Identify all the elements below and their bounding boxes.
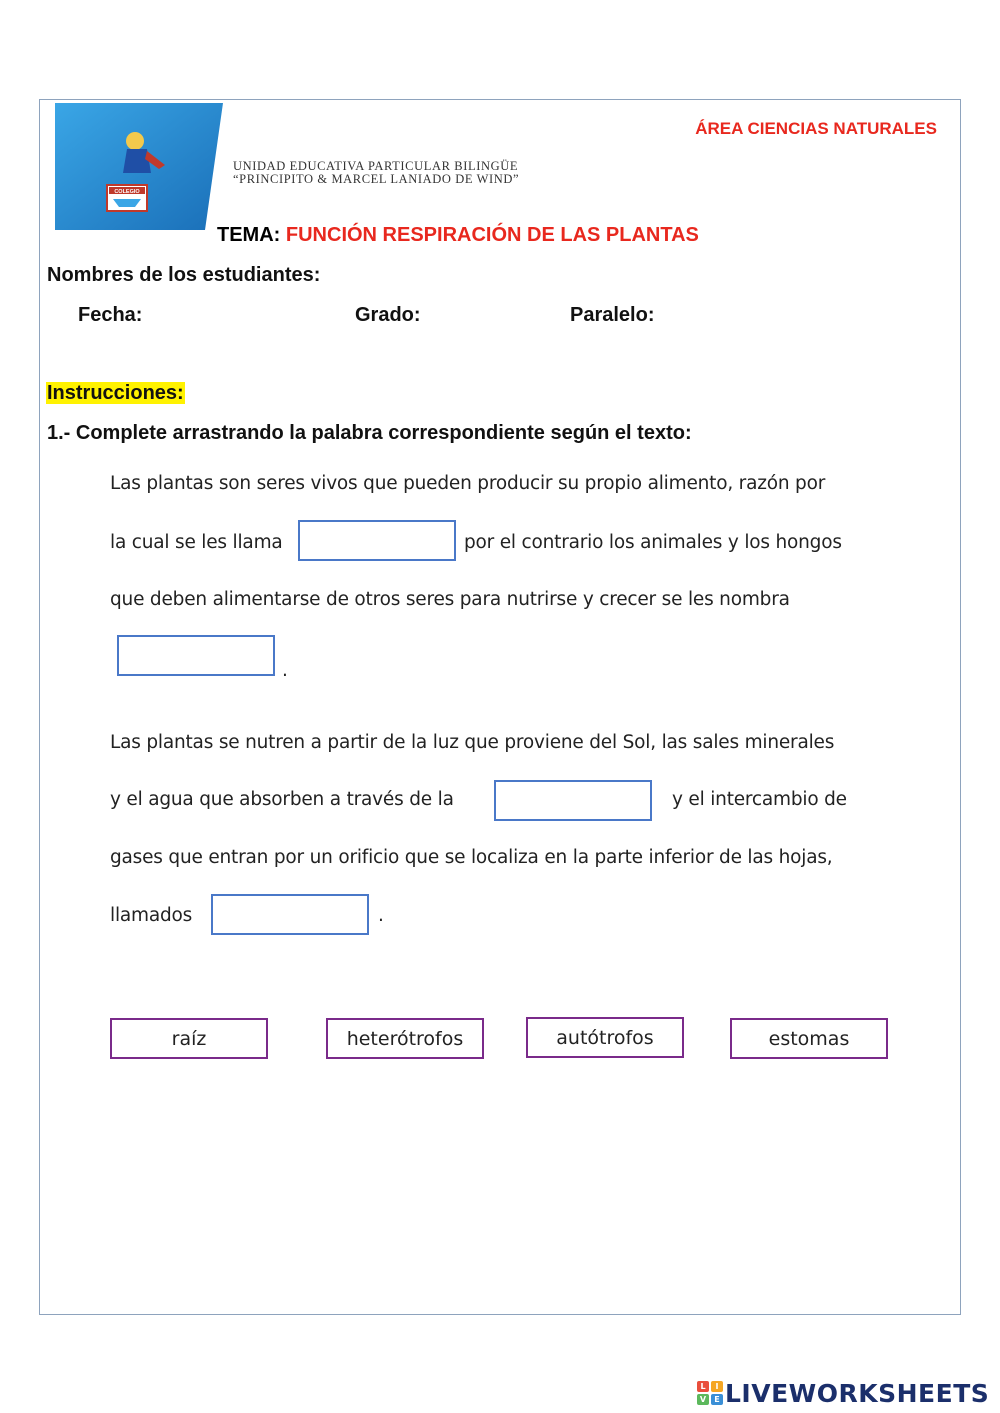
school-logo — [55, 103, 223, 230]
topic-value: FUNCIÓN RESPIRACIÓN DE LAS PLANTAS — [285, 224, 699, 246]
passage-line: y el agua que absorben a través de la — [110, 789, 454, 810]
date-label: Fecha: — [78, 304, 143, 326]
passage-line: llamados — [110, 905, 193, 926]
svg-text:COLEGIO: COLEGIO — [114, 189, 140, 195]
drop-zone-4[interactable] — [211, 894, 369, 935]
word-chip-estomas[interactable]: estomas — [730, 1018, 888, 1059]
passage-line: gases que entran por un orificio que se localiza en la parte inferior de las hojas, — [110, 847, 833, 868]
students-label: Nombres de los estudiantes: — [47, 264, 321, 286]
section-label: Paralelo: — [570, 304, 655, 326]
school-name-line2: “PRINCIPITO & MARCEL LANIADO DE WIND” — [233, 172, 520, 186]
topic-title — [217, 224, 699, 247]
brand-text: LIVEWORKSHEETS — [725, 1378, 990, 1408]
liveworksheets-brand — [697, 1378, 989, 1408]
subject-area: ÁREA CIENCIAS NATURALES — [695, 119, 937, 138]
passage-line: la cual se les llama — [110, 532, 283, 553]
word-chip-raiz[interactable]: raíz — [110, 1018, 268, 1059]
period: . — [282, 660, 288, 681]
school-name-line1: UNIDAD EDUCATIVA PARTICULAR BILINGÜE — [233, 159, 519, 173]
drop-zone-1[interactable] — [298, 520, 456, 561]
instructions-heading: Instrucciones: — [47, 382, 184, 404]
word-chip-heterotrofos[interactable]: heterótrofos — [326, 1018, 484, 1059]
passage-line: Las plantas se nutren a partir de la luz que proviene del Sol, las sales minerales — [110, 732, 835, 753]
question-text: 1.- Complete arrastrando la palabra correspondiente según el texto: — [47, 422, 692, 444]
drop-zone-2[interactable] — [117, 635, 275, 676]
passage-line: por el contrario los animales y los hongos — [464, 532, 842, 553]
passage-line: que deben alimentarse de otros seres para nutrirse y crecer se les nombra — [110, 589, 790, 610]
passage-line: y el intercambio de — [672, 789, 847, 810]
passage-line: Las plantas son seres vivos que pueden producir su propio alimento, razón por — [110, 473, 826, 494]
drop-zone-3[interactable] — [494, 780, 652, 821]
brand-logo-icon: L I V E — [697, 1381, 723, 1405]
period: . — [378, 905, 384, 926]
word-chip-autotrofos[interactable]: autótrofos — [526, 1017, 684, 1058]
school-name — [233, 160, 519, 186]
grade-label: Grado: — [355, 304, 421, 326]
topic-label: TEMA: — [217, 224, 281, 246]
